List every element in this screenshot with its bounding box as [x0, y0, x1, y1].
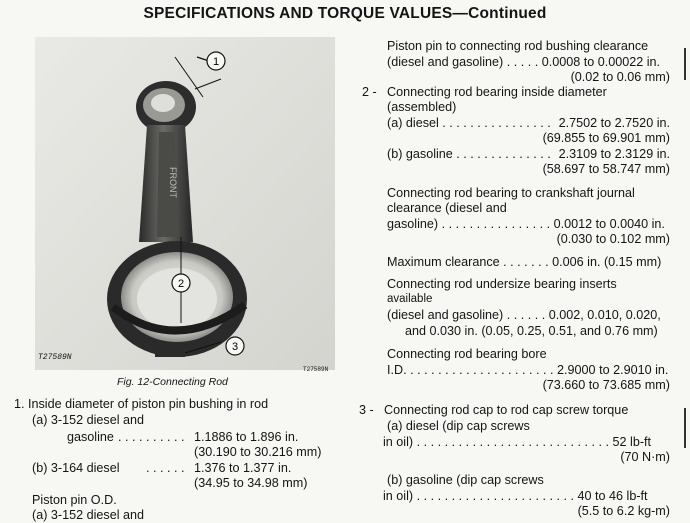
- item-3-heading: Connecting rod cap to rod cap screw torque: [384, 403, 629, 417]
- undersize-line-3: (diesel and gasoline) . . . . . . 0.002, 0.010, 0.020,: [387, 308, 661, 322]
- callout-2: [172, 274, 190, 292]
- bore-line-2: I.D. . . . . . . . . . . . . . . . . . . . . . 2.9000 to 2.9010 in.: [387, 363, 669, 377]
- item-2a-value: 2.7502 to 2.7520 in.: [558, 116, 670, 130]
- page-edge-mark: [684, 48, 686, 80]
- item-3a-line-2: in oil) . . . . . . . . . . . . . . . . . . . . . . . . . . . . 52 lb-ft: [383, 435, 652, 449]
- svg-text:3: 3: [231, 341, 239, 353]
- item-1a-label-2: gasoline: [67, 430, 114, 444]
- item-1a-metric: (30.190 to 30.216 mm): [194, 445, 322, 459]
- piston-pin-od-heading: Piston pin O.D.: [32, 493, 117, 507]
- undersize-line-1: Connecting rod undersize bearing inserts: [387, 277, 617, 291]
- item-1a-label: (a) 3-152 diesel and: [32, 413, 145, 427]
- item-2-heading: Connecting rod bearing inside diameter: [387, 85, 607, 99]
- item-1a-dots: . . . . . . . . . .: [118, 430, 185, 444]
- undersize-line-2: available: [387, 293, 433, 305]
- crank-clearance-line-2: clearance (diesel and: [387, 201, 507, 215]
- callout-1: [207, 52, 225, 70]
- item-1a-value: 1.1886 to 1.896 in.: [194, 430, 299, 444]
- item-1b-dots: . . . . . .: [146, 461, 185, 475]
- callout-3: [226, 337, 244, 355]
- item-3-number: 3 -: [359, 403, 374, 417]
- item-2b-value: 2.3109 to 2.3129 in.: [558, 147, 670, 161]
- clearance-line-2: (diesel and gasoline) . . . . . 0.0008 to 0.00022 in.: [387, 55, 661, 69]
- piston-pin-od-a: (a) 3-152 diesel and: [32, 508, 145, 522]
- clearance-metric: (0.02 to 0.06 mm): [570, 70, 670, 84]
- crank-clearance-metric: (0.030 to 0.102 mm): [556, 232, 670, 246]
- item-3b-line-1: (b) gasoline (dip cap screws: [387, 473, 544, 487]
- svg-text:2: 2: [177, 278, 185, 290]
- figure-code-left: T27589N: [38, 353, 72, 362]
- item-2-subheading: (assembled): [387, 100, 457, 114]
- connecting-rod-figure: [35, 37, 335, 370]
- figure-caption: Fig. 12-Connecting Rod: [117, 376, 228, 388]
- item-1-heading: 1. Inside diameter of piston pin bushing in rod: [14, 397, 269, 411]
- page-title: SPECIFICATIONS AND TORQUE VALUES—Continued: [143, 5, 547, 22]
- clearance-line-1: Piston pin to connecting rod bushing clearance: [387, 39, 649, 53]
- item-3b-metric: (5.5 to 6.2 kg-m): [577, 504, 670, 518]
- maximum-clearance: Maximum clearance . . . . . . . 0.006 in. (0.15 mm): [387, 255, 662, 269]
- item-3a-line-1: (a) diesel (dip cap screws: [387, 419, 530, 433]
- item-2a-metric: (69.855 to 69.901 mm): [542, 131, 670, 145]
- item-2b-label: (b) gasoline . . . . . . . . . . . . . .: [387, 147, 551, 161]
- rod-marking: FRONT: [168, 167, 178, 198]
- page-edge-mark: [684, 408, 686, 448]
- item-1b-label: (b) 3-164 diesel: [32, 461, 120, 475]
- bore-metric: (73.660 to 73.685 mm): [542, 378, 670, 392]
- bore-line-1: Connecting rod bearing bore: [387, 347, 547, 361]
- figure-code-right: T27589N: [303, 366, 329, 373]
- crank-clearance-line-1: Connecting rod bearing to crankshaft journal: [387, 186, 635, 200]
- svg-text:1: 1: [212, 56, 220, 68]
- crank-clearance-line-3: gasoline) . . . . . . . . . . . . . . . . 0.0012 to 0.0040 in.: [387, 217, 665, 231]
- item-2b-metric: (58.697 to 58.747 mm): [542, 162, 670, 176]
- item-2-number: 2 -: [362, 85, 377, 99]
- item-1b-metric: (34.95 to 34.98 mm): [194, 476, 308, 490]
- item-2a-label: (a) diesel . . . . . . . . . . . . . . . .: [387, 116, 551, 130]
- item-1b-value: 1.376 to 1.377 in.: [194, 461, 292, 475]
- undersize-line-4: and 0.030 in. (0.05, 0.25, 0.51, and 0.76 mm): [405, 324, 658, 338]
- item-3a-metric: (70 N·m): [620, 450, 670, 464]
- item-3b-line-2: in oil) . . . . . . . . . . . . . . . . . . . . . . . 40 to 46 lb-ft: [383, 489, 648, 503]
